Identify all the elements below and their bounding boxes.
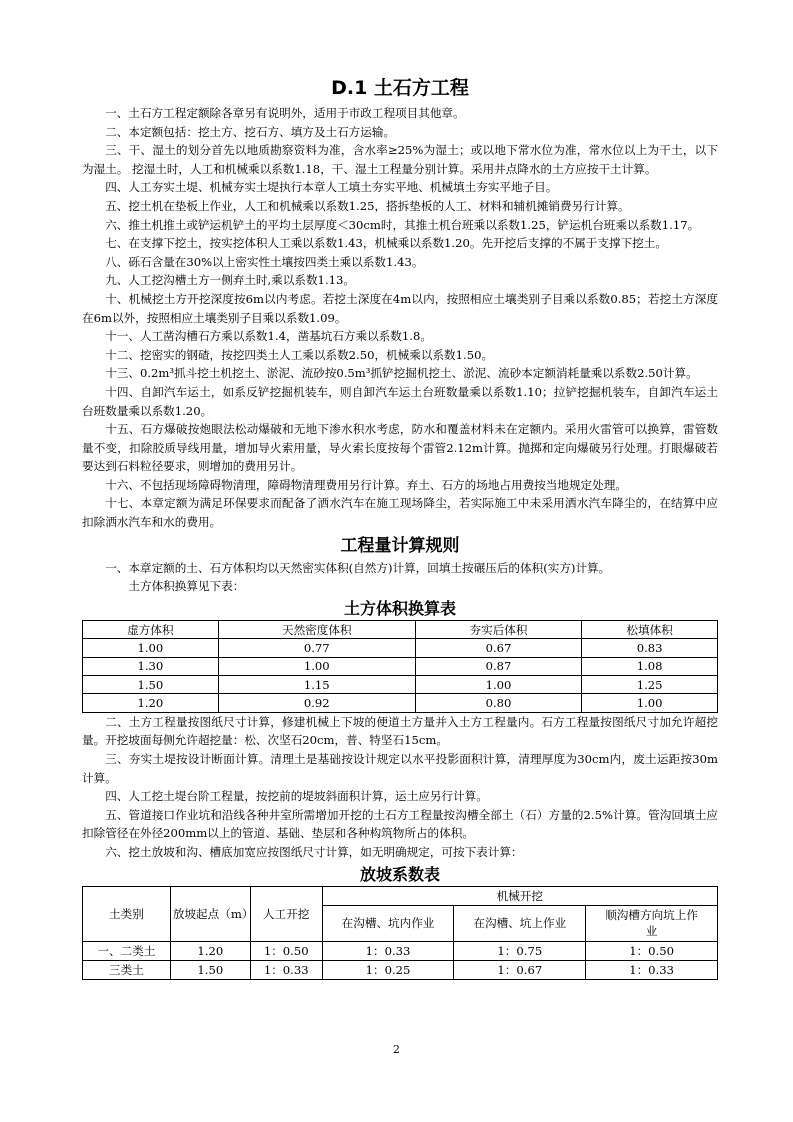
table-cell: 1：0.50 xyxy=(586,941,718,960)
rules-paragraph: 三、夯实土堤按设计断面计算。清理土是基础按设计规定以水平投影面积计算，清理厚度为30cm内，废土运距按30m计算。 xyxy=(82,751,718,785)
note-paragraph: 四、人工夯实土堤、机械夯实土堤执行本章人工填土夯实平地、机械填土夯实平地子目。 xyxy=(105,180,558,195)
conversion-table-title: 土方体积换算表 xyxy=(343,598,456,618)
table-row xyxy=(83,639,718,657)
rules-paragraph: 五、管道接口作业坑和沿线各种井室所需增加开挖的土石方工程量按沟槽全部土（石）方量的2.5%计算。管沟回填土应扣除管径在外径200mm以上的管道、基础、垫层和各种构筑物所占的体积。 xyxy=(82,807,718,841)
table-cell: 1.20 xyxy=(170,941,250,960)
table-row xyxy=(83,694,718,712)
table-cell: 0.92 xyxy=(218,694,415,712)
table-cell: 1.25 xyxy=(582,676,718,694)
table-row xyxy=(83,960,718,979)
note-paragraph: 十一、人工凿沟槽石方乘以系数1.4，凿基坑石方乘以系数1.8。 xyxy=(105,329,432,344)
rules-paragraph: 土方体积换算见下表： xyxy=(128,579,245,594)
table-header: 在沟槽、坑上作业 xyxy=(454,905,586,941)
table-header-row xyxy=(83,886,718,905)
note-paragraph: 十二、挖密实的钢碴，按挖四类土人工乘以系数2.50，机械乘以系数1.50。 xyxy=(105,347,494,362)
document-page xyxy=(82,76,718,980)
table-cell: 1.00 xyxy=(83,639,219,657)
note-paragraph: 五、挖土机在垫板上作业，人工和机械乘以系数1.25，搭拆垫板的人工、材料和辅机摊销费另行计算。 xyxy=(105,198,630,213)
table-cell: 1.00 xyxy=(582,694,718,712)
table-header-row xyxy=(83,620,718,638)
table-header: 放坡起点（m） xyxy=(170,886,250,941)
note-paragraph: 七、在支撑下挖土，按实挖体积人工乘以系数1.43，机械乘以系数1.20。先开挖后支撑的不属于支撑下挖土。 xyxy=(105,236,667,251)
table-cell: 1：0.33 xyxy=(322,941,454,960)
table-cell: 1.00 xyxy=(415,676,581,694)
note-paragraph: 三、干、湿土的划分首先以地质勘察资料为准，含水率≥25%为湿土；或以地下常水位为准，常水位以上为干土，以下为湿土。 挖湿土时，人工和机械乘以系数1.18，干、湿土工程量分别计算。采用井点降水的土方应按干土计算。 xyxy=(82,143,718,176)
slope-table-title: 放坡系数表 xyxy=(359,864,440,884)
table-cell: 1.50 xyxy=(170,960,250,979)
slope-table xyxy=(82,886,718,980)
table-header: 人工开挖 xyxy=(250,886,322,941)
table-header: 松填体积 xyxy=(582,620,718,638)
table-cell: 0.67 xyxy=(415,639,581,657)
table-cell: 1.00 xyxy=(218,657,415,675)
table-header: 在沟槽、坑内作业 xyxy=(322,905,454,941)
table-header: 机械开挖 xyxy=(322,886,717,905)
rules-paragraph: 一、本章定额的土、石方体积均以天然密实体积(自然方)计算，回填土按碾压后的体积(实方)计算。 xyxy=(105,560,611,575)
chapter-title: D.1 土石方工程 xyxy=(331,77,469,99)
note-paragraph: 十四、自卸汽车运土，如系反铲挖掘机装车，则自卸汽车运土台班数量乘以系数1.10；拉铲挖掘机装车，自卸汽车运土台班数量乘以系数1.20。 xyxy=(82,384,718,418)
table-header: 虚方体积 xyxy=(83,620,219,638)
table-cell: 1：0.33 xyxy=(250,960,322,979)
table-cell: 0.80 xyxy=(415,694,581,712)
table-cell: 1：0.25 xyxy=(322,960,454,979)
note-paragraph: 十五、石方爆破按炮眼法松动爆破和无地下渗水积水考虑，防水和覆盖材料未在定额内。采用火雷管可以换算，雷管数量不变，扣除胶质导线用量，增加导火索用量，导火索长度按每个雷管2.12m计算。抛掷和定向爆破另行处理。打眼爆破若要达到石料粒径要求，则增加的费用另计。 xyxy=(82,422,718,474)
rules-notes xyxy=(82,713,718,862)
table-header: 天然密度体积 xyxy=(218,620,415,638)
rules-paragraph: 四、人工挖土堤台阶工程量，按挖前的堤坡斜面积计算，运土应另行计算。 xyxy=(105,789,488,804)
table-cell: 1.50 xyxy=(83,676,219,694)
table-row xyxy=(83,657,718,675)
table-cell: 0.83 xyxy=(582,639,718,657)
page-number: 2 xyxy=(393,1043,400,1056)
conversion-table xyxy=(82,620,718,713)
table-cell: 1.30 xyxy=(83,657,219,675)
table-cell: 1.15 xyxy=(218,676,415,694)
rules-title: 工程量计算规则 xyxy=(340,535,460,556)
note-paragraph: 十、机械挖土方开挖深度按6m以内考虑。若挖土深度在4m以内，按照相应土壤类别子目乘以系数0.85；若挖土方深度在6m以外，按照相应土壤类别子目乘以系数1.09。 xyxy=(82,291,718,325)
general-notes xyxy=(82,104,718,532)
note-paragraph: 六、推土机推土或铲运机铲土的平均土层厚度＜30cm时，其推土机台班乘以系数1.25，铲运机台班乘以系数1.17。 xyxy=(105,217,700,232)
note-paragraph: 十六、不包括现场障碍物清理，障碍物清理费用另行计算。弃土、石方的场地占用费按当地规定处理。 xyxy=(105,477,627,492)
table-cell: 1.08 xyxy=(582,657,718,675)
table-header: 夯实后体积 xyxy=(415,620,581,638)
note-paragraph: 八、砾石含量在30%以上密实性土壤按四类土乘以系数1.43。 xyxy=(105,254,424,269)
table-cell: 1：0.75 xyxy=(454,941,586,960)
note-paragraph: 十七、本章定额为满足环保要求而配备了洒水汽车在施工现场降尘，若实际施工中未采用洒水汽车降尘的，在结算中应扣除洒水汽车和水的费用。 xyxy=(82,496,718,530)
note-paragraph: 一、土石方工程定额除各章另有说明外，适用于市政工程项目其他章。 xyxy=(105,106,465,120)
table-cell: 一、二类土 xyxy=(83,941,171,960)
table-header: 土类别 xyxy=(83,886,171,941)
table-row xyxy=(83,676,718,694)
table-cell: 三类土 xyxy=(83,960,171,979)
note-paragraph: 十三、0.2m³抓斗挖土机挖土、淤泥、流砂按0.5m³抓铲挖掘机挖土、淤泥、流砂本定额消耗量乘以系数2.50计算。 xyxy=(105,366,698,381)
table-cell: 1：0.67 xyxy=(454,960,586,979)
table-header: 顺沟槽方向坑上作业 xyxy=(586,905,718,941)
table-row xyxy=(83,941,718,960)
rules-paragraph: 二、土方工程量按图纸尺寸计算，修建机械上下坡的便道土方量并入土方工程量内。石方工程量按图纸尺寸加允许超挖量。开挖坡面每侧允许超挖量：松、次坚石20cm，普、特坚石15cm。 xyxy=(82,714,718,748)
note-paragraph: 九、人工挖沟槽土方一侧弃土时,乘以系数1.13。 xyxy=(105,273,355,288)
note-paragraph: 二、本定额包括：挖土方、挖石方、填方及土石方运输。 xyxy=(105,124,396,139)
table-cell: 0.87 xyxy=(415,657,581,675)
rules-paragraph: 六、挖土放坡和沟、槽底加宽应按图纸尺寸计算，如无明确规定，可按下表计算： xyxy=(105,844,523,859)
table-cell: 0.77 xyxy=(218,639,415,657)
table-cell: 1.20 xyxy=(83,694,219,712)
table-cell: 1：0.50 xyxy=(250,941,322,960)
table-cell: 1：0.33 xyxy=(586,960,718,979)
